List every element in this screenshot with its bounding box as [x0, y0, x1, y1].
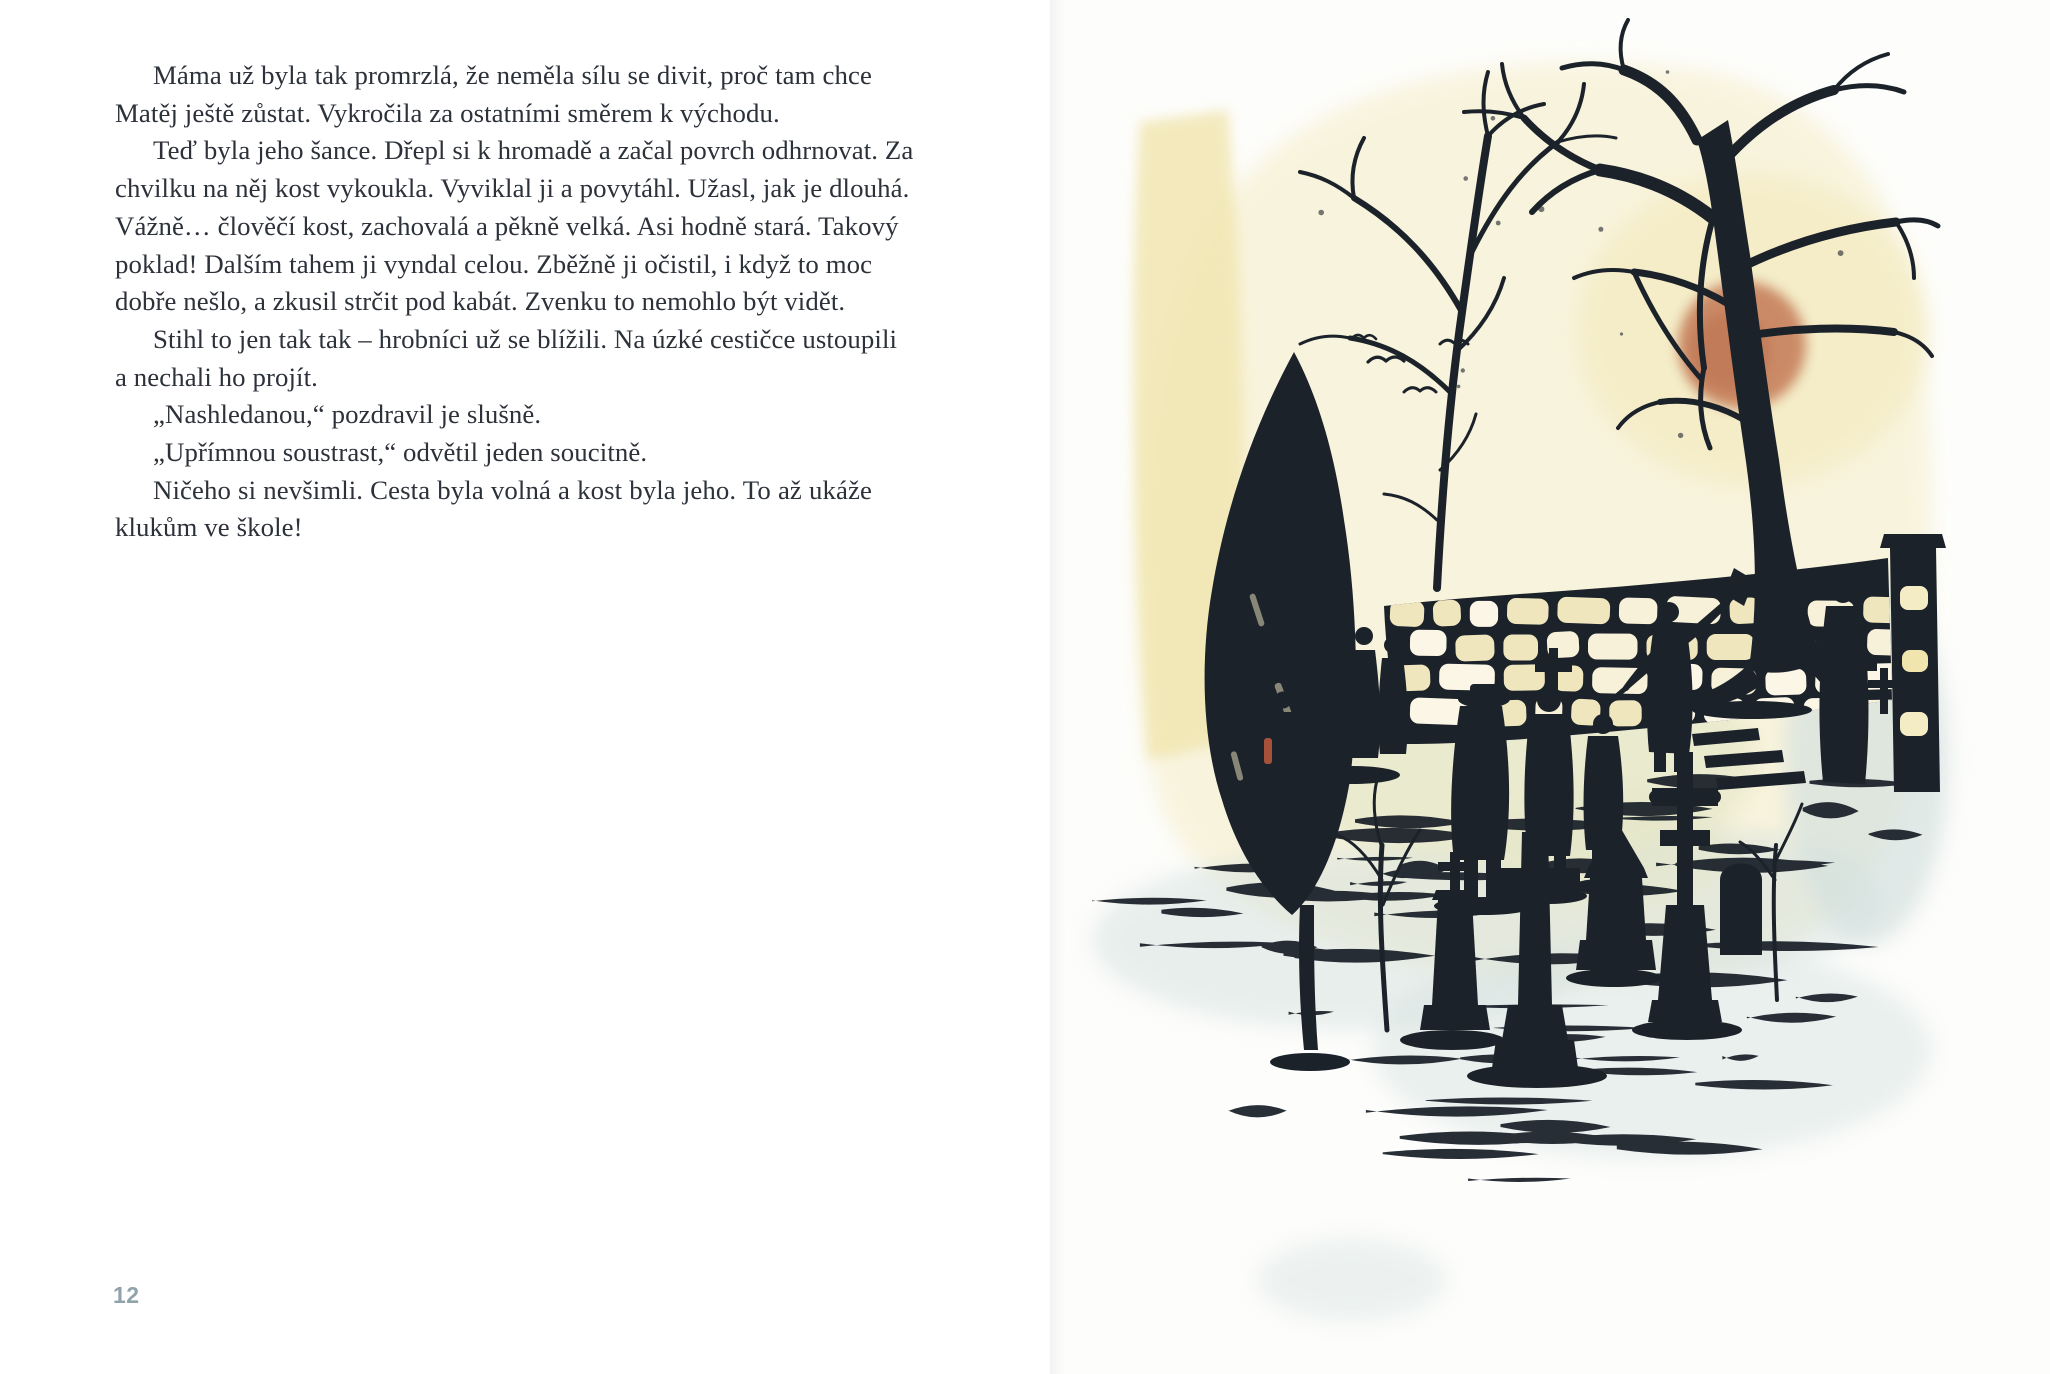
rounded-tombstone: [1720, 864, 1762, 956]
bone-detail: [1264, 738, 1272, 764]
text-line: Ničeho si nevšimli. Cesta byla volná a kost byla jeho. To až ukáže: [153, 474, 872, 505]
page-number: 12: [113, 1282, 140, 1308]
paragraph: [115, 321, 898, 396]
text-line: „Nashledanou,“ pozdravil je slušně.: [153, 399, 542, 430]
text-line: Teď byla jeho šance. Dřepl si k hromadě a začal povrch odhrnovat. Za: [153, 135, 914, 166]
text-line: Vážně… člověčí kost, zachovalá a pěkně velká. Asi hodně stará. Takový: [115, 210, 899, 241]
paragraph: [115, 132, 914, 321]
text-line: a nechali ho projít.: [115, 361, 318, 392]
text-line: Máma už byla tak promrzlá, že neměla sílu se divit, proč tam chce: [153, 60, 872, 90]
figure-by-tree: [1819, 581, 1868, 784]
cemetery-illustration: [1052, 0, 1996, 1374]
paragraph: [115, 57, 872, 132]
text-line: „Upřímnou soustrast,“ odvětil jeden soucitně.: [153, 437, 648, 468]
text-line: Matěj ještě zůstat. Vykročila za ostatními směrem k východu.: [115, 97, 780, 128]
text-line: klukům ve škole!: [115, 512, 303, 543]
text-line: chvilku na něj kost vykoukla. Vyviklal ji a povytáhl. Užasl, jak je dlouhá.: [115, 173, 910, 204]
text-line: poklad! Dalším tahem ji vyndal celou. Zběžně ji očistil, i když to moc: [115, 248, 873, 279]
paragraph: [115, 396, 872, 434]
paragraph: [115, 472, 872, 547]
paragraph: [115, 434, 872, 472]
text-line: Stihl to jen tak tak – hrobníci už se blížili. Na úzké cestičce ustoupili: [153, 323, 898, 354]
text-line: dobře nešlo, a zkusil strčit pod kabát. Zvenku to nemohlo být vidět.: [115, 286, 846, 317]
story-text-block: [115, 57, 914, 547]
